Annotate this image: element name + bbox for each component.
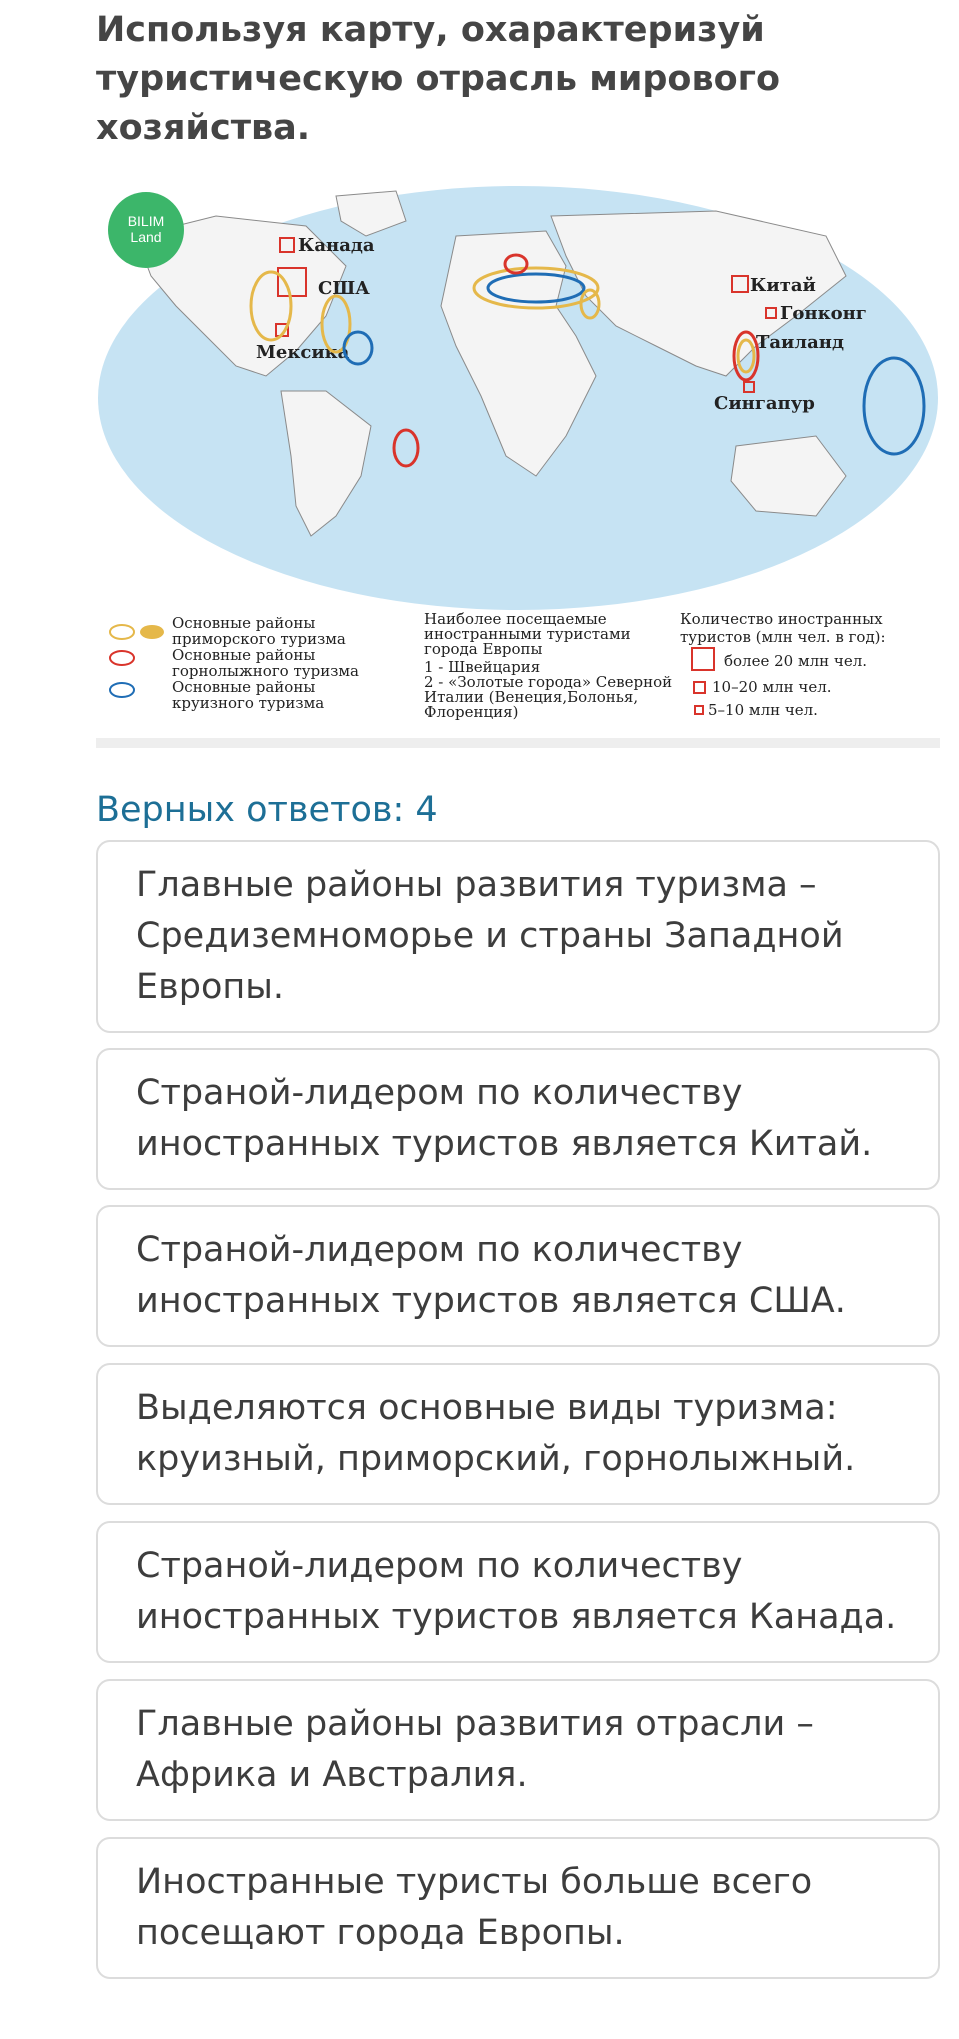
legend-col3-line5: 5–10 млн чел. xyxy=(708,701,818,719)
legend-col2-line4: 1 - Швейцария xyxy=(424,658,541,676)
label-usa: США xyxy=(318,278,370,299)
label-singapore: Сингапур xyxy=(714,393,815,414)
legend-seaside-fill xyxy=(140,625,164,639)
tourism-world-map xyxy=(96,176,940,751)
answer-option-7[interactable] xyxy=(96,1837,940,1979)
answer-option-text: Главные районы развития туризма – Средиземноморье и страны Западной Европы. xyxy=(136,865,844,1007)
answer-option-3[interactable] xyxy=(96,1205,940,1347)
map-svg xyxy=(96,176,940,751)
legend-col2-line5: 2 - «Золотые города» Северной xyxy=(424,673,673,691)
legend-mid-square xyxy=(694,682,705,693)
correct-answers-count: Верных ответов: 4 xyxy=(96,790,438,830)
legend-cruise xyxy=(110,683,134,697)
label-thailand: Таиланд xyxy=(756,332,844,353)
legend-ski xyxy=(110,651,134,665)
legend-col2-line6: Италии (Венеция,Болонья, xyxy=(424,688,639,706)
answer-option-text: Страной-лидером по количеству иностранных туристов является Китай. xyxy=(136,1073,873,1164)
answer-option-text: Выделяются основные виды туризма: круизный, приморский, горнолыжный. xyxy=(136,1388,856,1479)
legend-col1-line2: приморского туризма xyxy=(172,630,346,648)
legend-seaside-outline xyxy=(110,625,134,639)
legend-col2-line1: Наиболее посещаемые xyxy=(424,610,607,628)
answer-option-1[interactable] xyxy=(96,840,940,1033)
map-legend xyxy=(110,610,886,721)
legend-col2-line7: Флоренция) xyxy=(424,703,519,721)
legend-col3-line2: туристов (млн чел. в год): xyxy=(680,628,886,646)
legend-col3-line1: Количество иностранных xyxy=(680,610,883,628)
logo-text-1: BILIM xyxy=(127,213,165,229)
map-bottom-strip xyxy=(96,738,940,748)
legend-col3-line4: 10–20 млн чел. xyxy=(712,678,832,696)
legend-big-square xyxy=(692,648,714,670)
answer-option-4[interactable] xyxy=(96,1363,940,1505)
legend-col1-line4: горнолыжного туризма xyxy=(172,662,359,680)
question-title: Используя карту, охарактеризуй туристическую отрасль мирового хозяйства. xyxy=(96,10,780,148)
answer-option-6[interactable] xyxy=(96,1679,940,1821)
legend-col2-line2: иностранными туристами xyxy=(424,625,631,643)
label-mexico: Мексика xyxy=(256,342,350,363)
answer-option-text: Страной-лидером по количеству иностранных туристов является Канада. xyxy=(136,1546,897,1637)
legend-col1-line3: Основные районы xyxy=(172,646,316,664)
legend-col1-line6: круизного туризма xyxy=(172,694,325,712)
legend-small-square xyxy=(695,706,703,714)
answer-option-text: Иностранные туристы больше всего посещают города Европы. xyxy=(136,1862,813,1953)
answer-option-5[interactable] xyxy=(96,1521,940,1663)
answer-option-2[interactable] xyxy=(96,1048,940,1190)
legend-col1-line1: Основные районы xyxy=(172,614,316,632)
logo-text-2: Land xyxy=(130,229,162,245)
label-china: Китай xyxy=(750,275,816,296)
answer-option-text: Страной-лидером по количеству иностранных туристов является США. xyxy=(136,1230,846,1321)
answer-option-text: Главные районы развития отрасли – Африка и Австралия. xyxy=(136,1704,814,1795)
legend-col1-line5: Основные районы xyxy=(172,678,316,696)
label-hongkong: Гонконг xyxy=(780,303,867,324)
legend-col3-line3: более 20 млн чел. xyxy=(724,652,868,670)
legend-col2-line3: города Европы xyxy=(424,640,543,658)
label-canada: Канада xyxy=(298,235,375,256)
